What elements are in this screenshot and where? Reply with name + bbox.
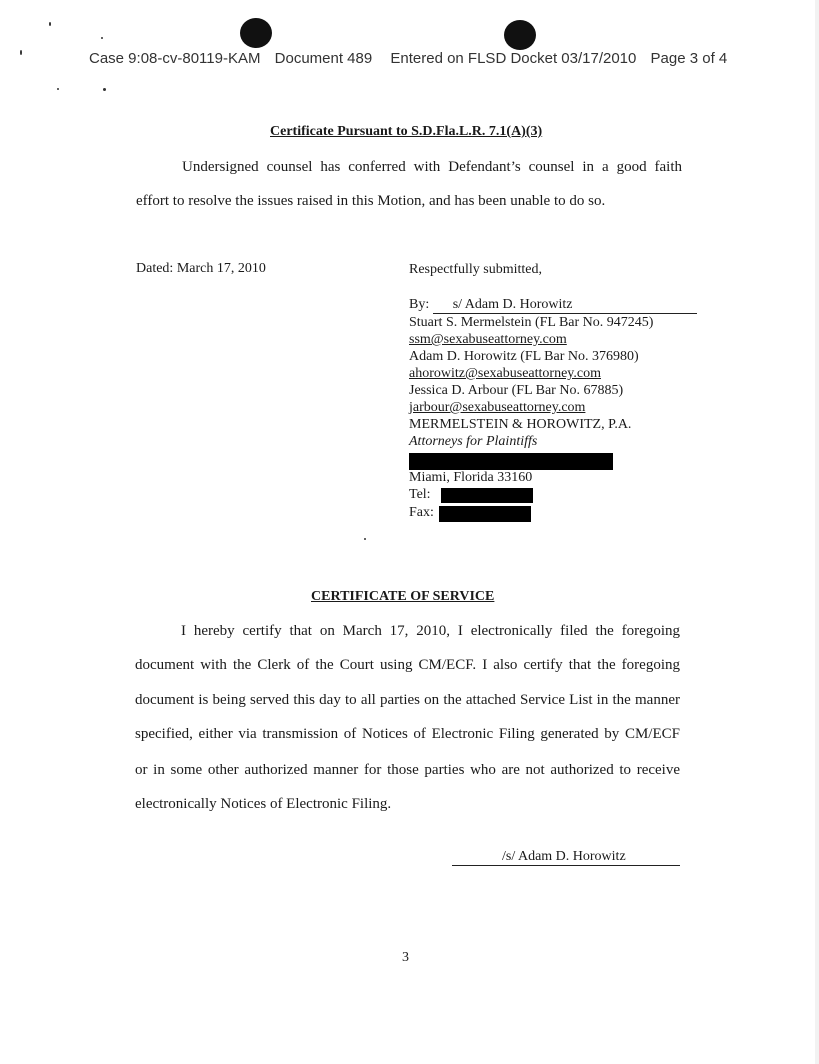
scan-speck bbox=[20, 50, 22, 55]
entered-date: Entered on FLSD Docket 03/17/2010 bbox=[390, 50, 637, 67]
service-line-2: document with the Clerk of the Court using CM/ECF. I also certify that the foregoing bbox=[135, 657, 680, 673]
by-signature-line bbox=[409, 297, 697, 314]
email-link-1[interactable]: ssm@sexabuseattorney.com bbox=[409, 332, 567, 347]
fax-label: Fax: bbox=[409, 505, 434, 520]
page-indicator: Page 3 of 4 bbox=[650, 50, 728, 67]
scan-blob-left bbox=[240, 18, 272, 48]
attorneys-for: Attorneys for Plaintiffs bbox=[409, 434, 538, 449]
redacted-fax bbox=[439, 506, 531, 522]
scan-edge bbox=[815, 0, 819, 1064]
scan-speck bbox=[364, 538, 366, 540]
scan-blob-right bbox=[504, 20, 536, 50]
redacted-phone bbox=[441, 488, 533, 503]
by-label: By: bbox=[409, 297, 430, 312]
conferral-title: Certificate Pursuant to S.D.Fla.L.R. 7.1(A)(3) bbox=[270, 124, 543, 139]
city-line: Miami, Florida 33160 bbox=[409, 470, 533, 485]
scan-speck bbox=[57, 88, 59, 90]
tel-label: Tel: bbox=[409, 487, 431, 502]
page-number: 3 bbox=[402, 950, 409, 965]
dated-line: Dated: March 17, 2010 bbox=[136, 261, 266, 276]
service-signature: /s/ Adam D. Horowitz bbox=[452, 849, 680, 866]
docket-header bbox=[89, 50, 727, 67]
conferral-line-2: effort to resolve the issues raised in this Motion, and has been unable to do so. bbox=[136, 193, 606, 209]
service-line-6: electronically Notices of Electronic Filing. bbox=[135, 796, 392, 812]
firm-name: MERMELSTEIN & HOROWITZ, P.A. bbox=[409, 417, 632, 432]
attorney-1: Stuart S. Mermelstein (FL Bar No. 947245) bbox=[409, 315, 654, 330]
service-line-5: or in some other authorized manner for those parties who are not authorized to receive bbox=[135, 762, 680, 778]
scan-speck bbox=[103, 88, 106, 91]
document-number: Document 489 bbox=[274, 50, 373, 67]
scan-speck bbox=[101, 37, 103, 39]
scan-speck bbox=[49, 22, 51, 26]
by-signature: s/ Adam D. Horowitz bbox=[433, 297, 697, 314]
attorney-3: Jessica D. Arbour (FL Bar No. 67885) bbox=[409, 383, 624, 398]
respectfully-submitted: Respectfully submitted, bbox=[409, 262, 542, 277]
service-title: CERTIFICATE OF SERVICE bbox=[311, 589, 495, 604]
attorney-2: Adam D. Horowitz (FL Bar No. 376980) bbox=[409, 349, 639, 364]
service-line-3: document is being served this day to all parties on the attached Service List in the manner bbox=[135, 692, 680, 708]
conferral-line-1: Undersigned counsel has conferred with Defendant’s counsel in a good faith bbox=[182, 159, 682, 175]
email-link-3[interactable]: jarbour@sexabuseattorney.com bbox=[409, 400, 586, 415]
email-link-2[interactable]: ahorowitz@sexabuseattorney.com bbox=[409, 366, 601, 381]
redacted-address bbox=[409, 453, 613, 470]
case-number: Case 9:08-cv-80119-KAM bbox=[89, 50, 261, 67]
service-line-1: I hereby certify that on March 17, 2010, I electronically filed the foregoing bbox=[181, 623, 680, 639]
service-line-4: specified, either via transmission of Notices of Electronic Filing generated by CM/ECF bbox=[135, 726, 680, 742]
